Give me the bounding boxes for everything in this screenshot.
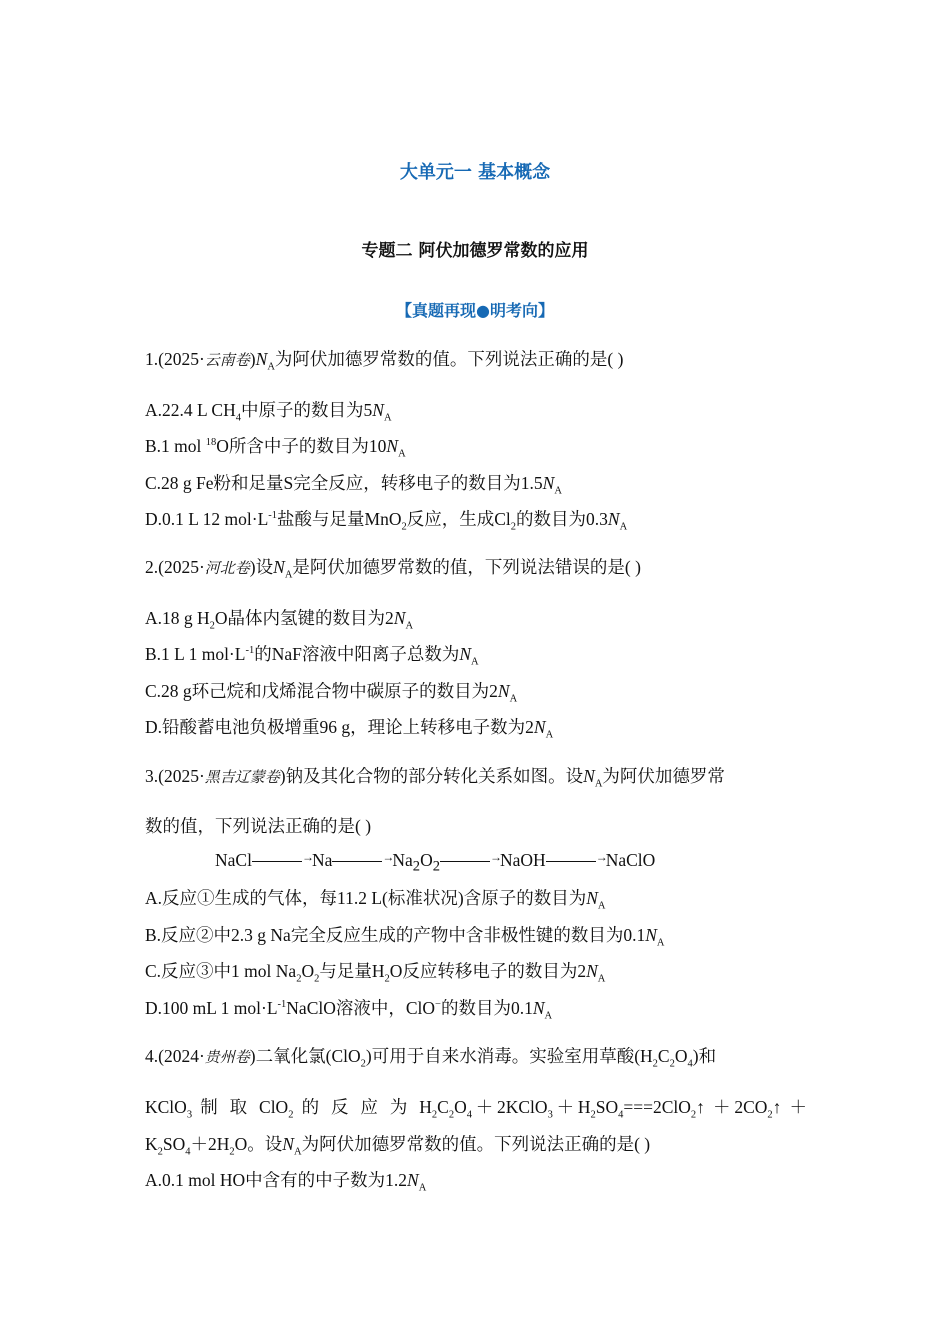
reaction-arrow-2 bbox=[332, 855, 392, 869]
question-3-option-b: B.反应②中2.3 g Na完全反应生成的产物中含非极性键的数目为$0.1N_A$ bbox=[145, 925, 665, 949]
scheme-species: Na bbox=[311, 850, 333, 870]
reaction-equation-line: KClO$_3$ 制 取 ClO$_2$ 的 反 应 为 $H_2C_2O_4+2KClO_3+H_2SO_4===2ClO_2↑$ $+2CO_2↑$ ＋ bbox=[145, 1097, 808, 1121]
question-2-stem: 2.(2025·河北卷)设$N_A$是阿伏加德罗常数的值，下列说法错误的是( ) bbox=[145, 557, 641, 581]
topic-title: 专题二 阿伏加德罗常数的应用 bbox=[361, 241, 589, 261]
unit-title: 大单元一 基本概念 bbox=[399, 162, 551, 183]
question-2-option-b: B.1 L 1 $mol\cdot L^{-1}$的NaF溶液中阳离子总数为$N_A$ bbox=[145, 644, 479, 668]
question-3-stem-line-2: 数的值，下列说法正确的是( ) bbox=[145, 816, 372, 836]
question-4-stem-line-3: $K_2SO_4+2H_2O$。设$N_A$为阿伏加德罗常数的值。下列说法正确的是( ) bbox=[145, 1134, 651, 1158]
scheme-species: NaClO bbox=[605, 850, 656, 870]
conversion-scheme bbox=[215, 850, 655, 876]
scheme-species: NaOH bbox=[500, 850, 546, 870]
question-4-stem-line-1: 4.(2024·贵州卷)二氧化氯(ClO$_2$)可用于自来水消毒。实验室用草酸$(H_2C_2O_4)$和 bbox=[145, 1046, 717, 1070]
question-2-option-c: C.28 g环己烷和戊烯混合物中碳原子的数目为$2N_A$ bbox=[145, 681, 518, 705]
question-3-option-d: D.100 mL 1 $mol\cdot L^{-1}NaClO$溶液中，ClO−的数目为$0.1N_A$ bbox=[145, 998, 553, 1022]
reaction-arrow-3 bbox=[440, 855, 500, 869]
question-3-option-a: A.反应①生成的气体，每11.2 L(标准状况)含原子的数目为$N_A$ bbox=[145, 888, 606, 912]
question-1-option-c: C.28 g Fe粉和足量S完全反应，转移电子的数目为$1.5N_A$ bbox=[145, 473, 562, 497]
reaction-arrow-4 bbox=[546, 855, 606, 869]
reaction-arrow-1 bbox=[252, 855, 312, 869]
question-1-option-a: A.22.4 L $CH_4$中原子的数目为$5N_A$ bbox=[145, 400, 392, 424]
question-4-stem-line-2 bbox=[145, 1094, 807, 1121]
question-3-stem-line-1: 3.(2025·黑吉辽蒙卷)钠及其化合物的部分转化关系如图。设$N_A$为阿伏加德罗常 bbox=[145, 766, 725, 790]
question-1-option-d: D.0.1 L 12 $mol\cdot L^{-1}$盐酸与足量MnO$_2$反应，生成$Cl_2$的数目为$0.3N_A$ bbox=[145, 509, 628, 533]
section-title: 【真题再现●明考向】 bbox=[396, 301, 554, 320]
question-4-option-a: A.0.1 mol HO中含有的中子数为$1.2N_A$ bbox=[145, 1170, 427, 1194]
question-2-option-d: D.铅酸蓄电池负极增重96 g，理论上转移电子数为$2N_A$ bbox=[145, 717, 554, 741]
question-1-option-b: B.1 mol $^{18}$O所含中子的数目为$10N_A$ bbox=[145, 436, 406, 460]
scheme-species: NaCl bbox=[215, 850, 252, 870]
question-3-option-c: C.反应③中1 mol $Na_2O_2$与足量$H_2O$反应转移电子的数目为$2N_A$ bbox=[145, 961, 606, 985]
question-1-stem: 1.(2025·云南卷)$N_A$为阿伏加德罗常数的值。下列说法正确的是( ) bbox=[145, 349, 624, 373]
scheme-species: $Na_2O_2$ bbox=[392, 850, 440, 875]
question-2-option-a: A.18 g $H_2O$晶体内氢键的数目为$2N_A$ bbox=[145, 608, 414, 632]
